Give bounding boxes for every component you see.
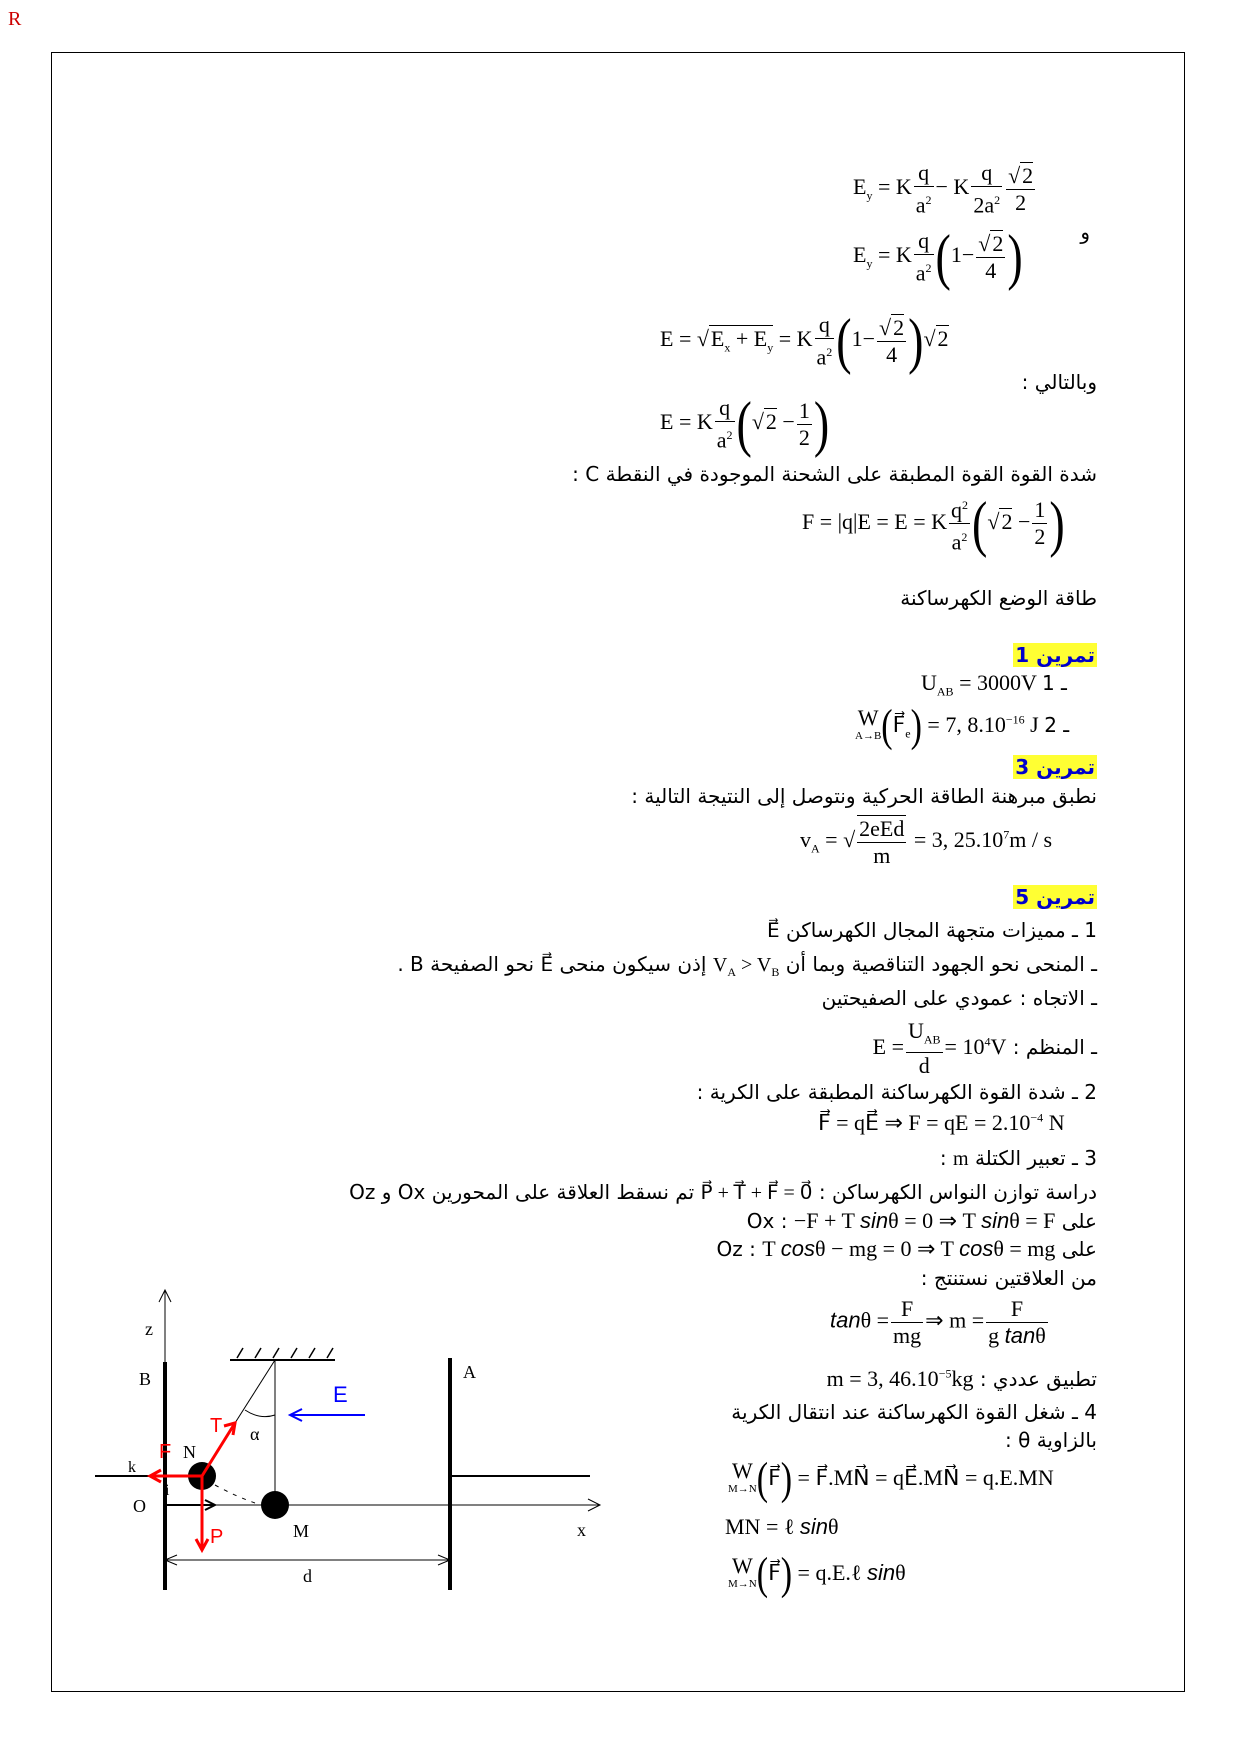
ex5-work-1: W M→N(F⃗) = F⃗.MN⃗ = qE⃗.MN⃗ = q.E.MN: [728, 1454, 1054, 1505]
ex5-mass-formula: tanθ = $\frac{F}{mg}$ ⇒ m = $\frac{F}{\text{g tanθ}}$: [830, 1296, 1046, 1348]
label-p: P: [210, 1526, 224, 1548]
trajectory: [215, 1485, 255, 1503]
ex5-item-1: 1 ـ مميزات متجهة المجال الكهرساكن E⃗: [766, 918, 1097, 942]
eq-e-total: $E = √E_x + E_y = K$ $\frac{q}{a^2}$ (1− $\frac{√2}{4}$ )√2: [660, 306, 949, 375]
ex5-item-2: 2 ـ شدة القوة الكهرساكنة المطبقة على الكرية :: [696, 1080, 1097, 1104]
label-a: A: [463, 1362, 476, 1382]
exercise-1-title: تمرين 1: [1015, 643, 1095, 667]
label-e: E: [333, 1382, 348, 1407]
ex5-work-2: MN = ℓ sinθ: [725, 1514, 839, 1539]
ex5-item-4a: 4 ـ شغل القوة الكهرساكنة عند انتقال الكرية: [731, 1400, 1097, 1424]
label-i: i: [165, 1482, 170, 1499]
ex1-result-1: $U_{AB} = 3000V$ ـ 1: [921, 670, 1067, 699]
exercise-5-title: تمرين 5: [1015, 885, 1095, 909]
label-t: T: [210, 1415, 223, 1437]
energy-title: طاقة الوضع الكهرساكنة: [900, 586, 1097, 610]
pendulum-diagram: [95, 1260, 615, 1600]
ex1-result-2: W $A\to B(F⃗_e) = 7$, $8.10^{-16}$ J ـ 2: [855, 701, 1070, 752]
exercise-3-title: تمرين 3: [1015, 755, 1095, 779]
eq-e-final: E = K $\frac{q}{a^2}$ (√2 − $\frac{1}{2}$ ): [660, 389, 830, 458]
ex5-equilibrium: دراسة توازن النواس الكهرساكن : P⃗ + T⃗ + F⃗ = 0⃗ تم نسقط العلاقة على المحورين Ox و Oz: [349, 1180, 1097, 1204]
label-x: x: [577, 1520, 586, 1540]
label-m: M: [293, 1521, 310, 1541]
label-f: F: [159, 1441, 172, 1463]
label-o: O: [133, 1496, 146, 1516]
ex5-projection-ox: على Ox : −F + T sinθ = 0 ⇒ T sinθ = F: [746, 1208, 1097, 1233]
text-wa: و: [1080, 220, 1090, 244]
corner-letter: R: [8, 8, 22, 30]
text-force-intensity: شدة القوة القوة المطبقة على الشحنة الموجودة في النقطة C :: [572, 462, 1097, 486]
label-d: d: [303, 1566, 312, 1586]
eq-ey-2: $E_y = K$ $\frac{q}{a^2}$ (1− $\frac{√2}{4}$ ): [853, 222, 1023, 291]
alpha-arc: [245, 1410, 275, 1417]
ex5-item-3: 3 ـ تعبير الكتلة m :: [939, 1146, 1097, 1170]
ex5-item-4b: بالزاوية θ :: [1004, 1428, 1097, 1452]
ball-m: [261, 1491, 289, 1519]
text-wa-bittali: وبالتالي :: [1021, 370, 1097, 394]
label-b: B: [139, 1369, 152, 1389]
ex3-velocity: $v_A$ = √ $\frac{\text{2eEd}}{m}$ = 3, 25.10$^7$m / s: [800, 816, 1053, 868]
ex5-work-3: W M→N(F⃗) = q.E.ℓ sinθ: [728, 1549, 906, 1600]
ex3-text: نطبق مبرهنة الطاقة الحركية ونتوصل إلى النتيجة التالية :: [631, 784, 1097, 808]
eq-ey-1: $E_y = K$ $\frac{q}{a^2}$ − K $\frac{q}{2a^2}$ $\frac{√2}{2}$: [853, 160, 1034, 218]
ex5-numeric: تطبيق عددي : m = 3, $46.10^{-5}kg$: [826, 1366, 1097, 1391]
ex5-direction-1: ـ المنحى نحو الجهود التناقصية وبما أن $V_A > V_B$ إذن سيكون منحى E⃗ نحو الصفيحة B .: [397, 952, 1097, 979]
ex5-projection-oz: على Oz : T cosθ − mg = 0 ⇒ T cosθ = mg: [716, 1236, 1097, 1261]
label-n: N: [183, 1442, 196, 1462]
ex5-norm: ـ المنظم : E = $\frac{U_{AB}}{d}$ = $10^4V$: [872, 1018, 1097, 1079]
ex5-force-result: F⃗ = qE⃗ ⇒ F = qE = $2.10^{-4}$ N: [818, 1110, 1065, 1135]
label-alpha: α: [250, 1424, 260, 1444]
eq-force: F = |q|E = E = K $\frac{q^2}{a^2}$ (√2 − $\frac{1}{2}$ ): [802, 488, 1065, 558]
label-k: k: [128, 1459, 136, 1476]
ex5-from-relations: من العلاقتين نستنتج :: [920, 1266, 1097, 1290]
ceiling-hatch: [237, 1348, 333, 1358]
ex5-direction-2: ـ الاتجاه : عمودي على الصفيحتين: [821, 986, 1097, 1010]
label-z: z: [145, 1319, 153, 1339]
